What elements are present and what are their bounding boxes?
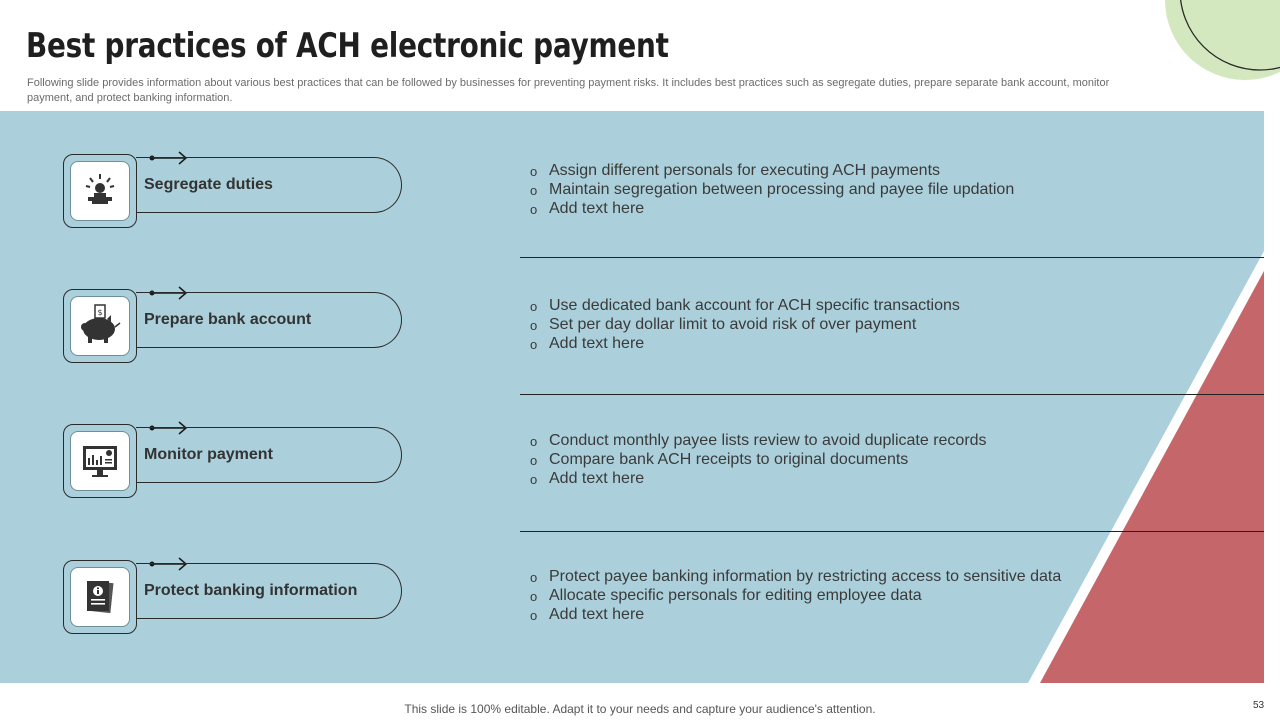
page-number: 53 [1253,700,1265,711]
practice-pill-segregate [136,157,402,213]
piggy-bank-icon [77,303,123,349]
practice-pill-monitor [136,427,402,483]
info-document-icon [80,577,120,617]
icon-frame-bank [63,289,137,363]
bullet-item: o Allocate specific personals for editing employee data [530,587,922,604]
bullet-item: o Conduct monthly payee lists review to avoid duplicate records [530,432,987,449]
practice-pill-bank [136,292,402,348]
practice-pill-protect [136,563,402,619]
page-subtitle: Following slide provides information about various best practices that can be followed by businesses for preventing payment risks. It includes best practices such as segregate duties, prepare separate bank account, monitor payment, and protect banking information. [27,77,1110,104]
bullet-list-segregate [530,161,1014,218]
practice-label: Monitor payment [144,446,273,463]
svg-text:$: $ [97,308,103,317]
bullet-item: o Add text here [530,606,645,623]
bullet-item: o Assign different personals for executing ACH payments [530,162,941,179]
icon-frame-protect [63,560,137,634]
bullet-item: o Use dedicated bank account for ACH specific transactions [530,297,960,314]
footer-note: This slide is 100% editable. Adapt it to your needs and capture your audience's attention. [404,702,876,716]
bullet-list-bank [530,296,960,353]
bullet-list-monitor [530,431,987,488]
practice-label: Prepare bank account [144,311,312,328]
icon-frame-monitor [63,424,137,498]
presenter-icon [80,171,120,211]
icon-tile [70,161,130,221]
bullet-item: o Add text here [530,200,645,217]
row-divider [520,257,1264,258]
bullet-list-protect [530,567,1061,624]
icon-tile [70,567,130,627]
row-divider [520,531,1264,532]
bullet-item: o Maintain segregation between processing and payee file updation [530,181,1015,198]
icon-tile [70,296,130,356]
practice-label: Protect banking information [144,582,358,599]
icon-tile [70,431,130,491]
icon-frame-segregate [63,154,137,228]
bullet-item: o Add text here [530,335,645,352]
bullet-item: o Set per day dollar limit to avoid risk of over payment [530,316,917,333]
bullet-item: o Add text here [530,470,645,487]
practice-label: Segregate duties [144,176,273,193]
corner-decoration [1150,0,1280,100]
page-title: Best practices of ACH electronic payment [26,26,669,66]
bullet-item: o Compare bank ACH receipts to original documents [530,451,909,468]
row-divider [520,394,1264,395]
bullet-item: o Protect payee banking information by restricting access to sensitive data [530,568,1062,585]
monitor-dashboard-icon [80,441,120,481]
